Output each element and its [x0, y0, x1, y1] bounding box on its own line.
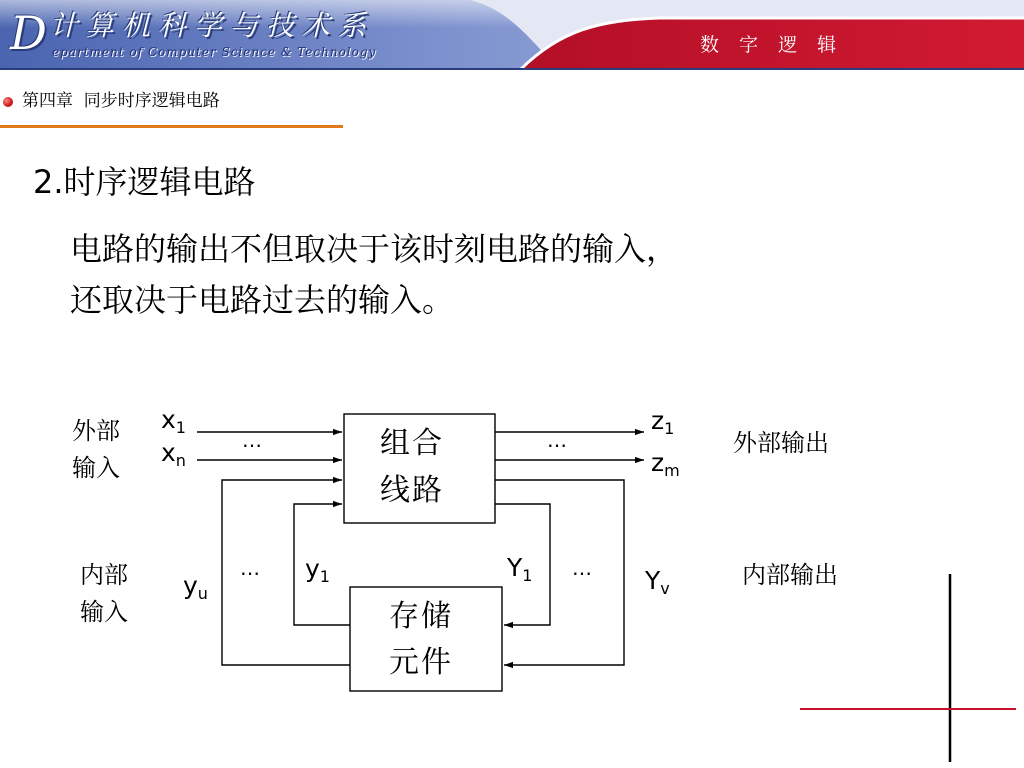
chapter-bullet-icon	[3, 97, 13, 107]
storage-box-label: 元件	[389, 645, 453, 680]
signal-xn: $x_n$	[161, 438, 186, 470]
signal-Y1: $Y_1$	[507, 553, 533, 585]
department-name-en: epartment of Computer Science & Technology	[52, 45, 377, 59]
internal-input-label: 内部	[80, 561, 128, 589]
signal-Yv: $Y_v$	[645, 566, 670, 598]
combo-box-label: 组合	[380, 426, 444, 461]
department-logo-letter: D	[10, 6, 47, 60]
signal-yu: $y_u$	[183, 571, 208, 603]
definition-line: 还取决于电路过去的输入。	[70, 281, 455, 319]
header-banner	[0, 0, 1024, 70]
chapter-underline	[0, 125, 343, 128]
storage-box-label: 存储	[389, 599, 453, 634]
internal-input-label: 输入	[80, 598, 128, 626]
external-input-label: 输入	[72, 454, 120, 482]
section-heading: 2.时序逻辑电路	[33, 163, 256, 201]
signal-x1: $x_1$	[161, 405, 186, 437]
ellipsis-outputs: …	[547, 428, 567, 452]
chapter-title: 第四章 同步时序逻辑电路	[22, 91, 220, 111]
department-name-cn: 计算机科学与技术系	[50, 9, 375, 42]
ellipsis-internal-outputs: …	[572, 556, 592, 580]
ellipsis-internal-inputs: …	[240, 556, 260, 580]
signal-zm: $z_m$	[651, 448, 680, 480]
internal-output-label: 内部输出	[742, 561, 838, 589]
external-output-label: 外部输出	[733, 429, 829, 457]
combo-box-label: 线路	[380, 473, 444, 508]
external-input-label: 外部	[72, 417, 120, 445]
definition-line: 电路的输出不但取决于该时刻电路的输入，	[70, 230, 679, 268]
course-title: 数 字 逻 辑	[700, 34, 844, 56]
ellipsis-inputs: …	[242, 428, 262, 452]
signal-y1: $y_1$	[305, 554, 330, 586]
signal-z1: $z_1$	[651, 406, 675, 438]
